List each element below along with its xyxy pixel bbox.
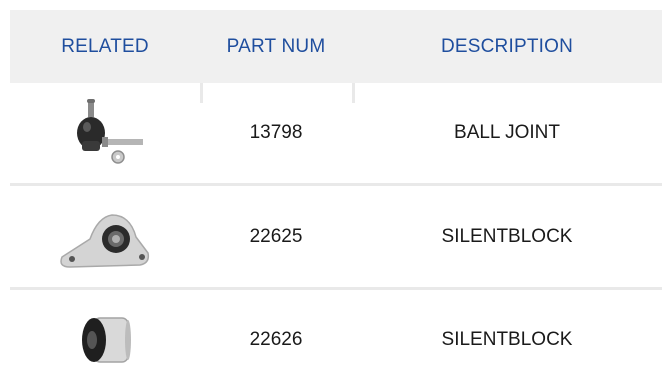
- row-image-cell[interactable]: [10, 83, 200, 183]
- silentblock-bushing-icon: [50, 300, 160, 380]
- header-part-num[interactable]: PART NUM: [226, 35, 326, 57]
- related-parts-table: [10, 10, 662, 350]
- description-cell: BALL JOINT: [454, 122, 560, 143]
- table-row[interactable]: [10, 290, 662, 390]
- header-related[interactable]: RELATED: [61, 35, 149, 57]
- row-image-cell[interactable]: [10, 186, 200, 287]
- table-row[interactable]: [10, 186, 662, 287]
- column-divider: [352, 83, 355, 103]
- ball-joint-icon: [50, 93, 160, 173]
- header-description[interactable]: DESCRIPTION: [440, 35, 574, 57]
- description-cell: SILENTBLOCK: [441, 225, 573, 247]
- description-cell: SILENTBLOCK: [441, 329, 573, 350]
- row-image-cell[interactable]: [10, 290, 200, 390]
- table-header: [10, 10, 662, 83]
- part-num-cell[interactable]: 13798: [249, 122, 303, 143]
- table-row[interactable]: [10, 83, 662, 183]
- silentblock-bracket-icon: [50, 197, 160, 277]
- part-num-cell[interactable]: 22625: [249, 225, 303, 247]
- column-divider: [200, 83, 203, 103]
- part-num-cell[interactable]: 22626: [249, 329, 303, 350]
